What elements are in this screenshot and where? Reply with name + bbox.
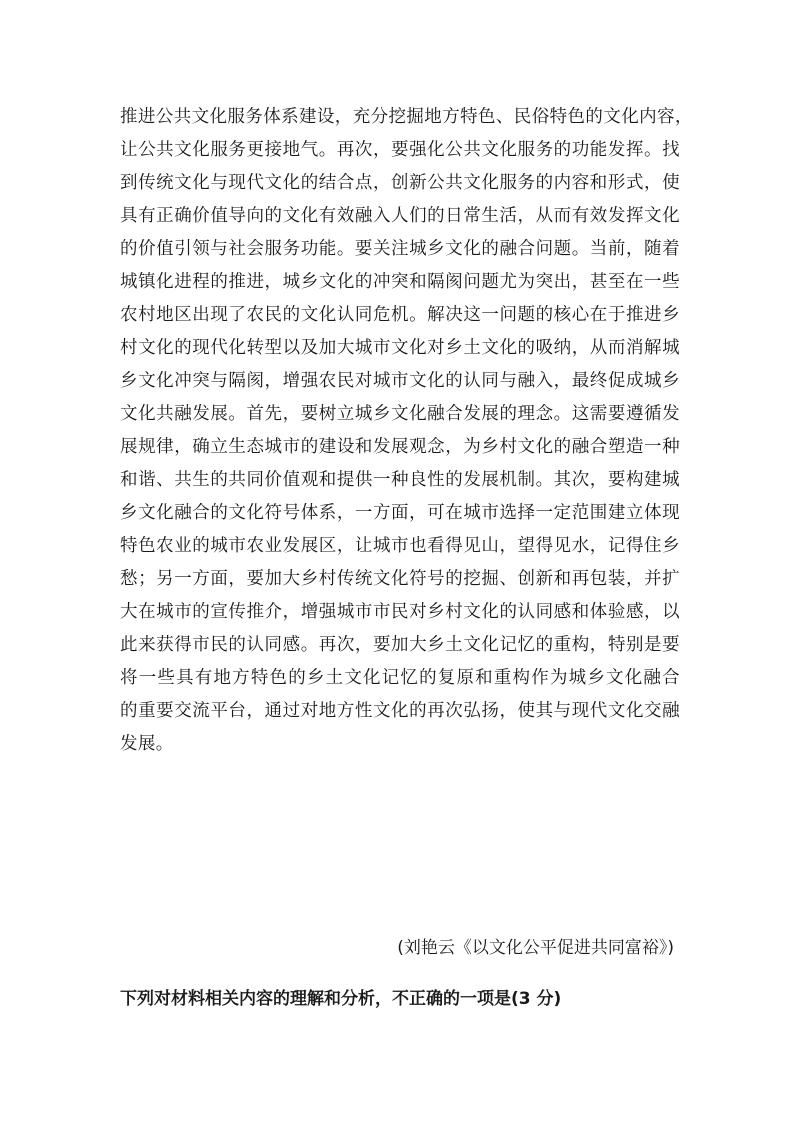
passage-line: 乡文化融合的文化符号体系，一方面，可在城市选择一定范围建立体现 xyxy=(120,503,680,523)
source-citation: (刘艳云《以文化公平促进共同富裕》) xyxy=(397,938,674,958)
passage-line: 和谐、共生的共同价值观和提供一种良性的发展机制。其次，要构建城 xyxy=(120,470,680,490)
passage-line: 特色农业的城市农业发展区，让城市也看得见山，望得见水，记得住乡 xyxy=(120,536,680,556)
passage-line: 让公共文化服务更接地气。再次，要强化公共文化服务的功能发挥。找 xyxy=(120,140,680,160)
passage-line: 此来获得市民的认同感。再次，要加大乡土文化记忆的重构，特别是要 xyxy=(120,635,680,655)
passage-text xyxy=(120,101,693,761)
passage-line: 发展。 xyxy=(120,734,174,754)
passage-line: 的重要交流平台，通过对地方性文化的再次弘扬，使其与现代文化交融 xyxy=(120,701,680,721)
passage-line: 村文化的现代化转型以及加大城市文化对乡土文化的吸纳，从而消解城 xyxy=(120,338,680,358)
passage-line: 乡文化冲突与隔阂，增强农民对城市文化的认同与融入，最终促成城乡 xyxy=(120,371,680,391)
passage-line: 文化共融发展。首先，要树立城乡文化融合发展的理念。这需要遵循发 xyxy=(120,404,680,424)
passage-line: 愁；另一方面，要加大乡村传统文化符号的挖掘、创新和再包装，并扩 xyxy=(120,569,680,589)
passage-line: 农村地区出现了农民的文化认同危机。解决这一问题的核心在于推进乡 xyxy=(120,305,680,325)
question-prompt: 下列对材料相关内容的理解和分析，不正确的一项是(3 分) xyxy=(120,989,562,1009)
passage-line: 将一些具有地方特色的乡土文化记忆的复原和重构作为城乡文化融合 xyxy=(120,668,680,688)
passage-line: 具有正确价值导向的文化有效融入人们的日常生活，从而有效发挥文化 xyxy=(120,206,680,226)
passage-line: 大在城市的宣传推介，增强城市市民对乡村文化的认同感和体验感，以 xyxy=(120,602,680,622)
passage-line: 推进公共文化服务体系建设，充分挖掘地方特色、民俗特色的文化内容， xyxy=(120,107,693,127)
passage-line: 到传统文化与现代文化的结合点，创新公共文化服务的内容和形式，使 xyxy=(120,173,680,193)
passage-line: 的价值引领与社会服务功能。要关注城乡文化的融合问题。当前，随着 xyxy=(120,239,680,259)
passage-line: 展规律，确立生态城市的建设和发展观念，为乡村文化的融合塑造一种 xyxy=(120,437,680,457)
passage-line: 城镇化进程的推进，城乡文化的冲突和隔阂问题尤为突出，甚至在一些 xyxy=(120,272,680,292)
